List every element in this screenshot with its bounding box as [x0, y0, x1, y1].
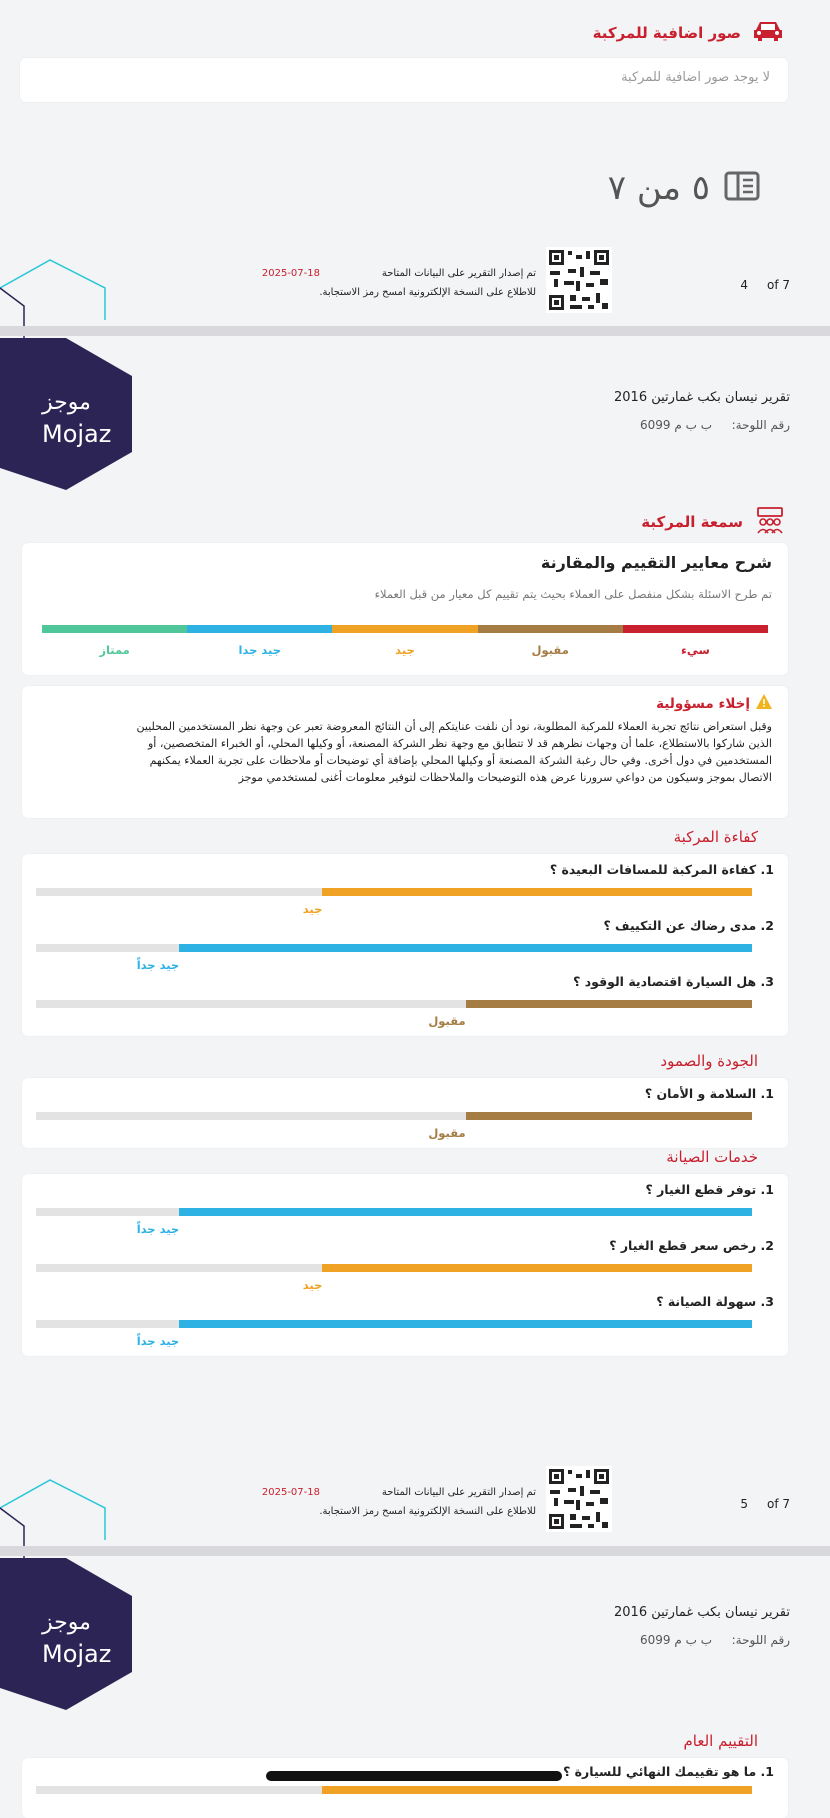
report-title: تقرير نيسان بكب غمارتين 2016 [614, 1605, 790, 1620]
criteria-scale [42, 625, 768, 633]
disclaimer-line: المستخدمين في دول أخرى. وفي حال رغبة الشركة المصنعة أو وكيلها المحلي بإضافة أي توضيحات أو ملاحظات على تجربة العملاء يمكنهم [149, 754, 772, 767]
scale-segment [623, 625, 768, 633]
scale-label: جيد [395, 643, 415, 657]
group-title: خدمات الصيانة [666, 1148, 758, 1166]
rating-label: مقبول [428, 1014, 466, 1028]
scale-label: جيد جدا [238, 643, 282, 657]
logo-ar: موجز [42, 390, 91, 415]
scale-label: سيء [680, 643, 710, 657]
question-text: 1. توفر قطع الغيار ؟ [645, 1182, 774, 1197]
page-number: 4 [740, 278, 748, 292]
rating-bar-fill [322, 888, 752, 896]
disclaimer-title: إخلاء مسؤولية [656, 695, 750, 712]
disclaimer-line: وقبل استعراض نتائج تجربة العملاء للمركبة المطلوبة، نود أن نلفت عنايتكم إلى أن النتائج المعروضة تعبر عن وجهة نظر المستخدمين المحليين [136, 720, 772, 733]
disclaimer-line: الاتصال بموجز وسيكون من دواعي سرورنا عرض هذه التوضيحات والملاحظات لتوفير معلومات أغنى لمستخدمي موجز [238, 771, 772, 784]
reputation-title: سمعة المركبة [641, 513, 743, 531]
plate-value: ب ب م 6099 [639, 1633, 712, 1647]
logo-en: Mojaz [42, 1640, 112, 1668]
page-divider [0, 1546, 830, 1556]
qr-code[interactable] [546, 1466, 612, 1532]
criteria-subtitle: تم طرح الاسئلة بشكل منفصل على العملاء بحيث يتم تقييم كل معيار من قبل العملاء [374, 587, 772, 601]
disclaimer-card [22, 686, 788, 818]
footer-issued-text: تم إصدار التقرير على البيانات المتاحة [381, 268, 536, 279]
criteria-card [22, 543, 788, 675]
reputation-header [641, 506, 785, 538]
question-text: 3. هل السيارة اقتصادية الوقود ؟ [573, 974, 774, 989]
extra-photos-title: صور اضافية للمركبة [592, 24, 741, 42]
mojaz-logo [0, 338, 135, 494]
rating-bar-fill [466, 1000, 752, 1008]
book-icon [724, 171, 760, 205]
overall-bar [36, 1786, 752, 1794]
rating-bar-fill [179, 1208, 752, 1216]
rating-bar-fill [179, 1320, 752, 1328]
footer-1 [230, 247, 790, 317]
extra-photos-card [20, 58, 788, 102]
page-divider [0, 326, 830, 336]
scale-segment [187, 625, 332, 633]
logo-en: Mojaz [42, 420, 112, 448]
plate-label: رقم اللوحة: [731, 418, 790, 432]
disclaimer-body [34, 718, 772, 786]
rating-bar [36, 888, 752, 896]
page-number: 5 [740, 1497, 748, 1511]
plate-label: رقم اللوحة: [731, 1633, 790, 1647]
rating-bar [36, 1000, 752, 1008]
question-text: 2. مدى رضاك عن التكييف ؟ [603, 918, 774, 933]
car-icon [751, 18, 785, 48]
footer-scan-text: للاطلاع على النسخة الإلكترونية امسح رمز الاستجابة. [319, 1506, 536, 1517]
page-of-total: of 7 [766, 1497, 790, 1511]
scale-label: ممتاز [99, 643, 130, 657]
rating-bar-fill [322, 1264, 752, 1272]
rating-bar-fill [466, 1112, 752, 1120]
question-text: 1. السلامة و الأمان ؟ [644, 1086, 774, 1101]
home-indicator [266, 1771, 562, 1781]
rating-bar [36, 1112, 752, 1120]
rating-label: جيد [302, 1278, 323, 1292]
report-title: تقرير نيسان بكب غمارتين 2016 [614, 390, 790, 405]
overall-bar-fill [322, 1786, 752, 1794]
rating-bar [36, 1208, 752, 1216]
rating-bar [36, 944, 752, 952]
scale-segment [332, 625, 477, 633]
overall-question: 1. ما هو تقييمك النهائي للسيارة ؟ [563, 1764, 774, 1779]
overall-title: التقييم العام [683, 1732, 758, 1750]
page-indicator-text: ٥ من ٧ [607, 168, 710, 208]
warning-icon [756, 694, 772, 713]
qr-code[interactable] [546, 247, 612, 313]
footer-2 [230, 1466, 790, 1536]
criteria-scale-labels [42, 643, 768, 659]
extra-photos-empty: لا يوجد صور اضافية للمركبة [621, 70, 770, 85]
rating-bar [36, 1320, 752, 1328]
question-text: 1. كفاءة المركبة للمسافات البعيدة ؟ [549, 862, 774, 877]
group-card [22, 854, 788, 1036]
question-text: 2. رخص سعر قطع الغيار ؟ [609, 1238, 774, 1253]
page-of-total: of 7 [766, 278, 790, 292]
scale-label: مقبول [531, 643, 569, 657]
rating-label: جيد جداً [136, 1334, 180, 1348]
plate-value: ب ب م 6099 [639, 418, 712, 432]
group-title: كفاءة المركبة [673, 828, 758, 846]
group-card [22, 1174, 788, 1356]
rating-bar [36, 1264, 752, 1272]
rating-label: جيد [302, 902, 323, 916]
footer-issued-text: تم إصدار التقرير على البيانات المتاحة [381, 1487, 536, 1498]
rating-label: جيد جداً [136, 958, 180, 972]
scale-segment [478, 625, 623, 633]
rating-label: مقبول [428, 1126, 466, 1140]
rating-bar-fill [179, 944, 752, 952]
rating-label: جيد جداً [136, 1222, 180, 1236]
people-icon [755, 506, 785, 538]
group-card [22, 1078, 788, 1148]
group-title: الجودة والصمود [660, 1052, 758, 1070]
page-indicator [608, 168, 760, 208]
footer-date: 2025-07-18 [261, 268, 320, 279]
criteria-title: شرح معايير التقييم والمقارنة [540, 553, 772, 572]
extra-photos-header [593, 18, 785, 48]
disclaimer-line: الذين شاركوا بالاستطلاع، علما أن وجهات نظرهم قد لا تتطابق مع وجهة نظر الشركة المصنعة، أو وكيلها المحلي، أو الخبراء المتخصصين، أو [147, 737, 772, 750]
overall-card [22, 1758, 788, 1818]
footer-date: 2025-07-18 [261, 1487, 320, 1498]
mojaz-logo [0, 1558, 135, 1714]
disclaimer-header [656, 694, 772, 713]
footer-scan-text: للاطلاع على النسخة الإلكترونية امسح رمز الاستجابة. [319, 287, 536, 298]
question-text: 3. سهولة الصيانة ؟ [656, 1294, 774, 1309]
logo-ar: موجز [42, 1610, 91, 1635]
scale-segment [42, 625, 187, 633]
